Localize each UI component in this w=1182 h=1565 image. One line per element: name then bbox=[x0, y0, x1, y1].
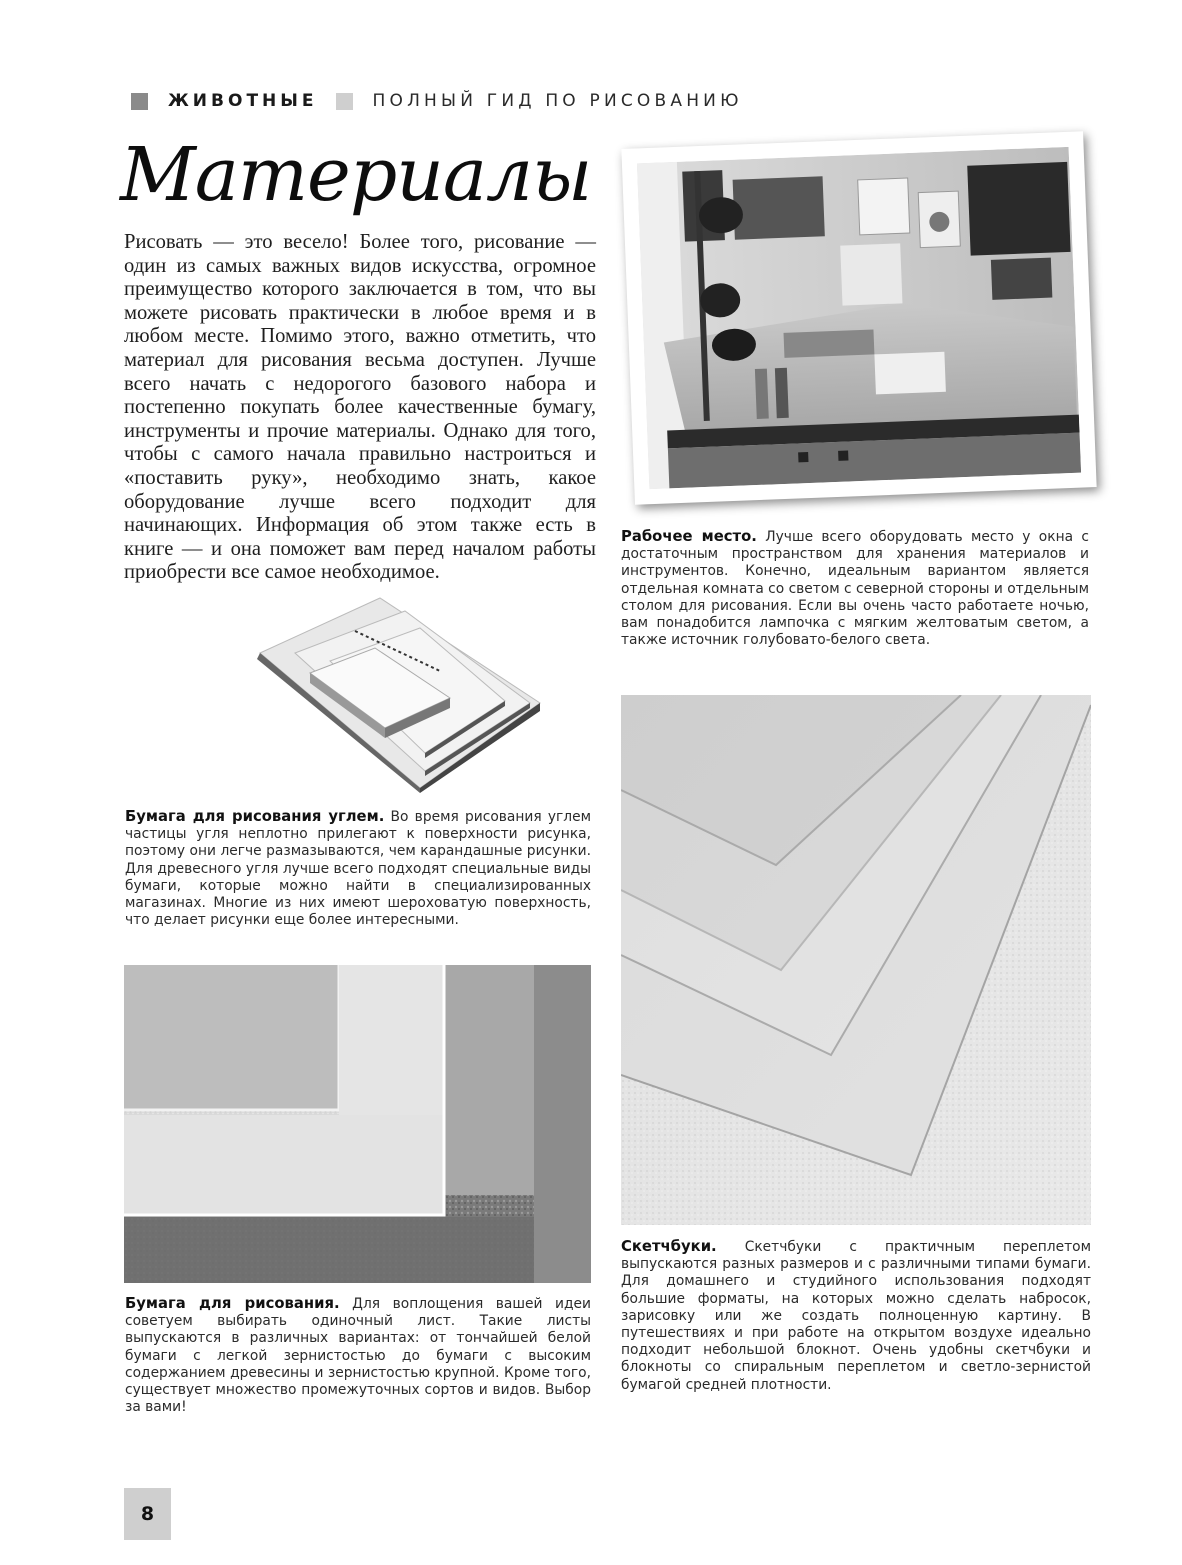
workplace-photo bbox=[621, 131, 1096, 504]
page-number: 8 bbox=[124, 1488, 171, 1540]
header-square-icon bbox=[336, 93, 353, 110]
caption-text: Лучше всего оборудовать место у окна с достаточным пространством для хранения материалов и инструментов. Конечно, идеальным вариантом является отдельная комната со светом с северной стороны и отдельным столом для рисования. Если вы очень часто работаете ночью, вам понадобится лампочка с мягким желтоватым светом, а также источник голубовато-белого света. bbox=[621, 529, 1089, 649]
page-title: Материалы bbox=[120, 132, 592, 218]
caption-drawing-paper bbox=[125, 1295, 591, 1416]
workplace-photo-image bbox=[637, 147, 1081, 489]
sketchbook-sheets-photo bbox=[621, 695, 1091, 1225]
caption-workplace bbox=[621, 528, 1089, 649]
caption-heading: Рабочее место. bbox=[621, 528, 757, 545]
caption-heading: Бумага для рисования. bbox=[125, 1295, 340, 1312]
caption-heading: Скетчбуки. bbox=[621, 1238, 717, 1255]
header-book-title: ПОЛНЫЙ ГИД ПО РИСОВАНИЮ bbox=[372, 91, 743, 111]
caption-heading: Бумага для рисования углем. bbox=[125, 808, 385, 825]
drawing-paper-photo bbox=[124, 965, 591, 1283]
running-header bbox=[131, 90, 743, 112]
intro-paragraph: Рисовать — это весело! Более того, рисование — один из самых важных видов искусства, огромное преимущество которого заключается в том, что вы можете рисовать практически в любое время и в любом месте. Помимо этого, важно отметить, что материал для рисования весьма доступен. Лучше всего начать с недорогого базового набора и постепенно покупать более качественные бумагу, инструменты и прочие материалы. Однако для того, чтобы с самого начала правильно настроиться и «поставить руку», необходимо знать, какое оборудование лучше всего подходит для начинающих. Информация об этом также есть в книге — и она поможет вам перед началом работы приобрести все самое необходимое. bbox=[124, 231, 596, 584]
caption-sketchbooks bbox=[621, 1238, 1091, 1394]
header-square-icon bbox=[131, 93, 148, 110]
caption-text: Во время рисования углем частицы угля неплотно прилегают к поверхности рисунка, поэтому они легче размазываются, чем карандашные рисунки. Для древесного угля лучше всего подходят специальные виды бумаги, которые можно найти в специализированных магазинах. Многие из них имеют шероховатую поверхность, что делает рисунки еще более интересными. bbox=[125, 809, 591, 929]
caption-text: Скетчбуки с практичным переплетом выпускаются разных размеров и с различными типами бумаги. Для домашнего и студийного использования подходят большие форматы, на которых можно сделать набросок, зарисовку или же создать полноценную картину. В путешествиях и при работе на открытом воздухе идеально подходит небольшой блокнот. Очень удобны скетчбуки и блокноты со спиральным переплетом и светло-зернистой бумагой средней плотности. bbox=[621, 1239, 1091, 1393]
caption-charcoal-paper bbox=[125, 808, 591, 929]
sketchbooks-illustration bbox=[255, 593, 545, 793]
caption-text: Для воплощения вашей идеи советуем выбирать одиночный лист. Такие листы выпускаются в различных вариантах: от тончайшей белой бумаги с легкой зернистостью до бумаги с высоким содержанием древесины и зернистостью крупной. Кроме того, существует множество промежуточных сортов и видов. Выбор за вами! bbox=[125, 1296, 591, 1416]
header-section: ЖИВОТНЫЕ bbox=[168, 91, 318, 111]
